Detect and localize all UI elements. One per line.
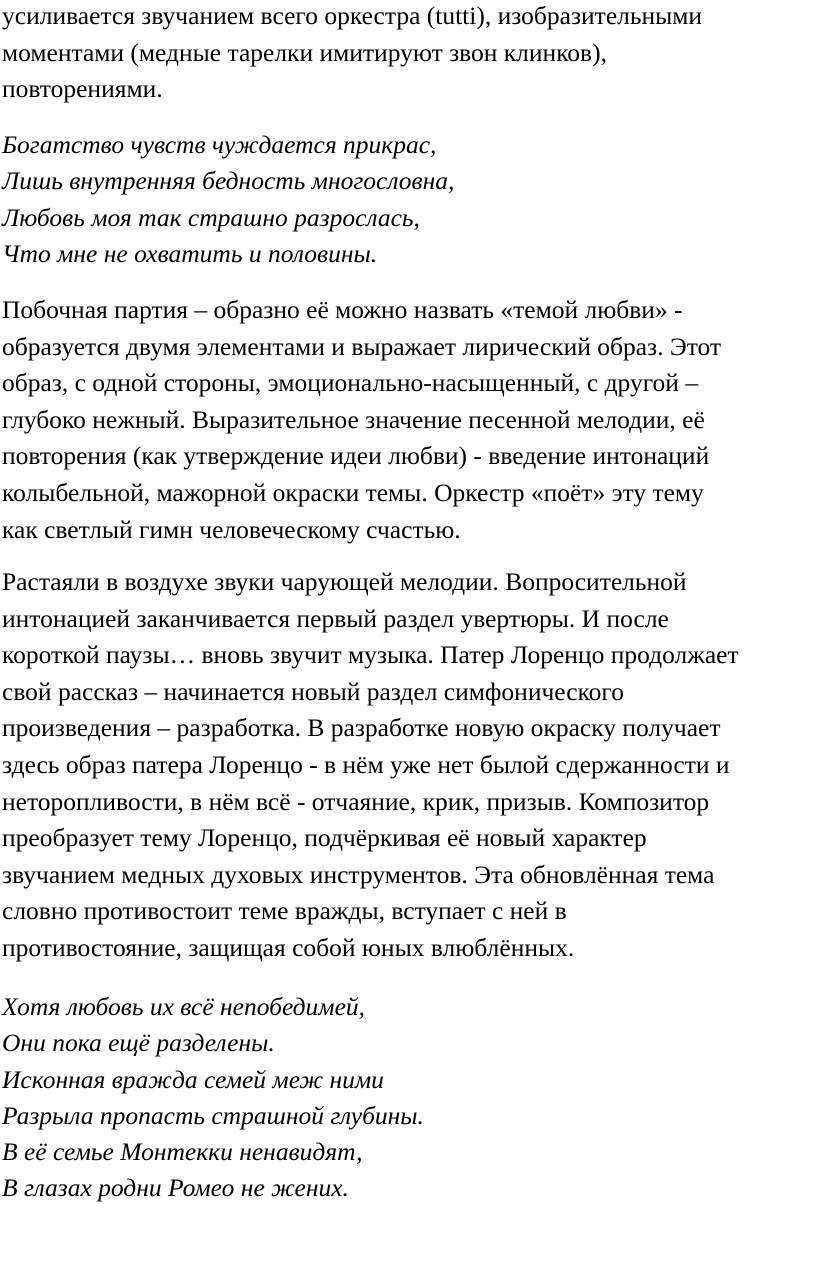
text-line: короткой паузы… вновь звучит музыка. Патер Лоренцо продолжает <box>2 640 739 670</box>
text-line: колыбельной, мажорной окраски темы. Оркестр «поёт» эту тему <box>2 477 704 507</box>
text-line: произведения – разработка. В разработке новую окраску получает <box>2 713 721 743</box>
verse-line: Что мне не охватить и половины. <box>2 238 378 268</box>
verse-line: Богатство чувств чуждается прикрас, <box>2 130 437 159</box>
verse-line: Разрыла пропасть страшной глубины. <box>2 1100 424 1130</box>
text-line: моментами (медные тарелки имитируют звон клинков), <box>2 37 607 67</box>
verse-line: Исконная вражда семей меж ними <box>2 1064 384 1094</box>
text-line: Растаяли в воздухе звуки чарующей мелодии. Вопросительной <box>2 567 687 596</box>
text-line: как светлый гимн человеческому счастью. <box>2 514 461 544</box>
intro-paragraph <box>2 0 702 108</box>
verse-line: В её семье Монтекки ненавидят, <box>2 1137 363 1167</box>
verse-line: В глазах родни Ромео не жених. <box>2 1173 349 1203</box>
text-line: глубоко нежный. Выразительное значение песенной мелодии, её <box>2 404 705 434</box>
text-line: усиливается звучанием всего оркестра (tutti), изобразительными <box>2 1 703 30</box>
text-line: Побочная партия – образно её можно назвать «темой любви» - <box>2 295 683 324</box>
text-line: звучанием медных духовых инструментов. Эта обновлённая тема <box>2 859 715 889</box>
text-line: противостояние, защищая собой юных влюблённых. <box>2 932 575 962</box>
verse-stanza-one <box>2 127 454 272</box>
text-line: словно противостоит теме вражды, вступает с ней в <box>2 896 567 926</box>
text-line: преобразует тему Лоренцо, подчёркивая её новый характер <box>2 823 647 853</box>
verse-stanza-two <box>2 989 424 1207</box>
development-paragraph <box>2 564 739 967</box>
text-line: свой рассказ – начинается новый раздел симфонического <box>2 676 624 706</box>
verse-line: Хотя любовь их всё непобедимей, <box>2 992 366 1021</box>
verse-line: Они пока ещё разделены. <box>2 1028 275 1058</box>
text-line: образ, с одной стороны, эмоционально-насыщенный, с другой – <box>2 368 699 398</box>
text-line: неторопливости, в нём всё - отчаяние, крик, призыв. Композитор <box>2 786 710 816</box>
text-line: здесь образ патера Лоренцо - в нём уже нет былой сдержанности и <box>2 749 730 779</box>
text-line: повторения (как утверждение идеи любви) - введение интонаций <box>2 441 710 471</box>
text-line: образуется двумя элементами и выражает лирический образ. Этот <box>2 331 722 361</box>
text-line: интонацией заканчивается первый раздел увертюры. И после <box>2 603 669 633</box>
text-line: повторениями. <box>2 74 163 104</box>
verse-line: Любовь моя так страшно разрослась, <box>2 202 420 232</box>
verse-line: Лишь внутренняя бедность многословна, <box>2 166 455 196</box>
side-theme-paragraph <box>2 292 721 548</box>
